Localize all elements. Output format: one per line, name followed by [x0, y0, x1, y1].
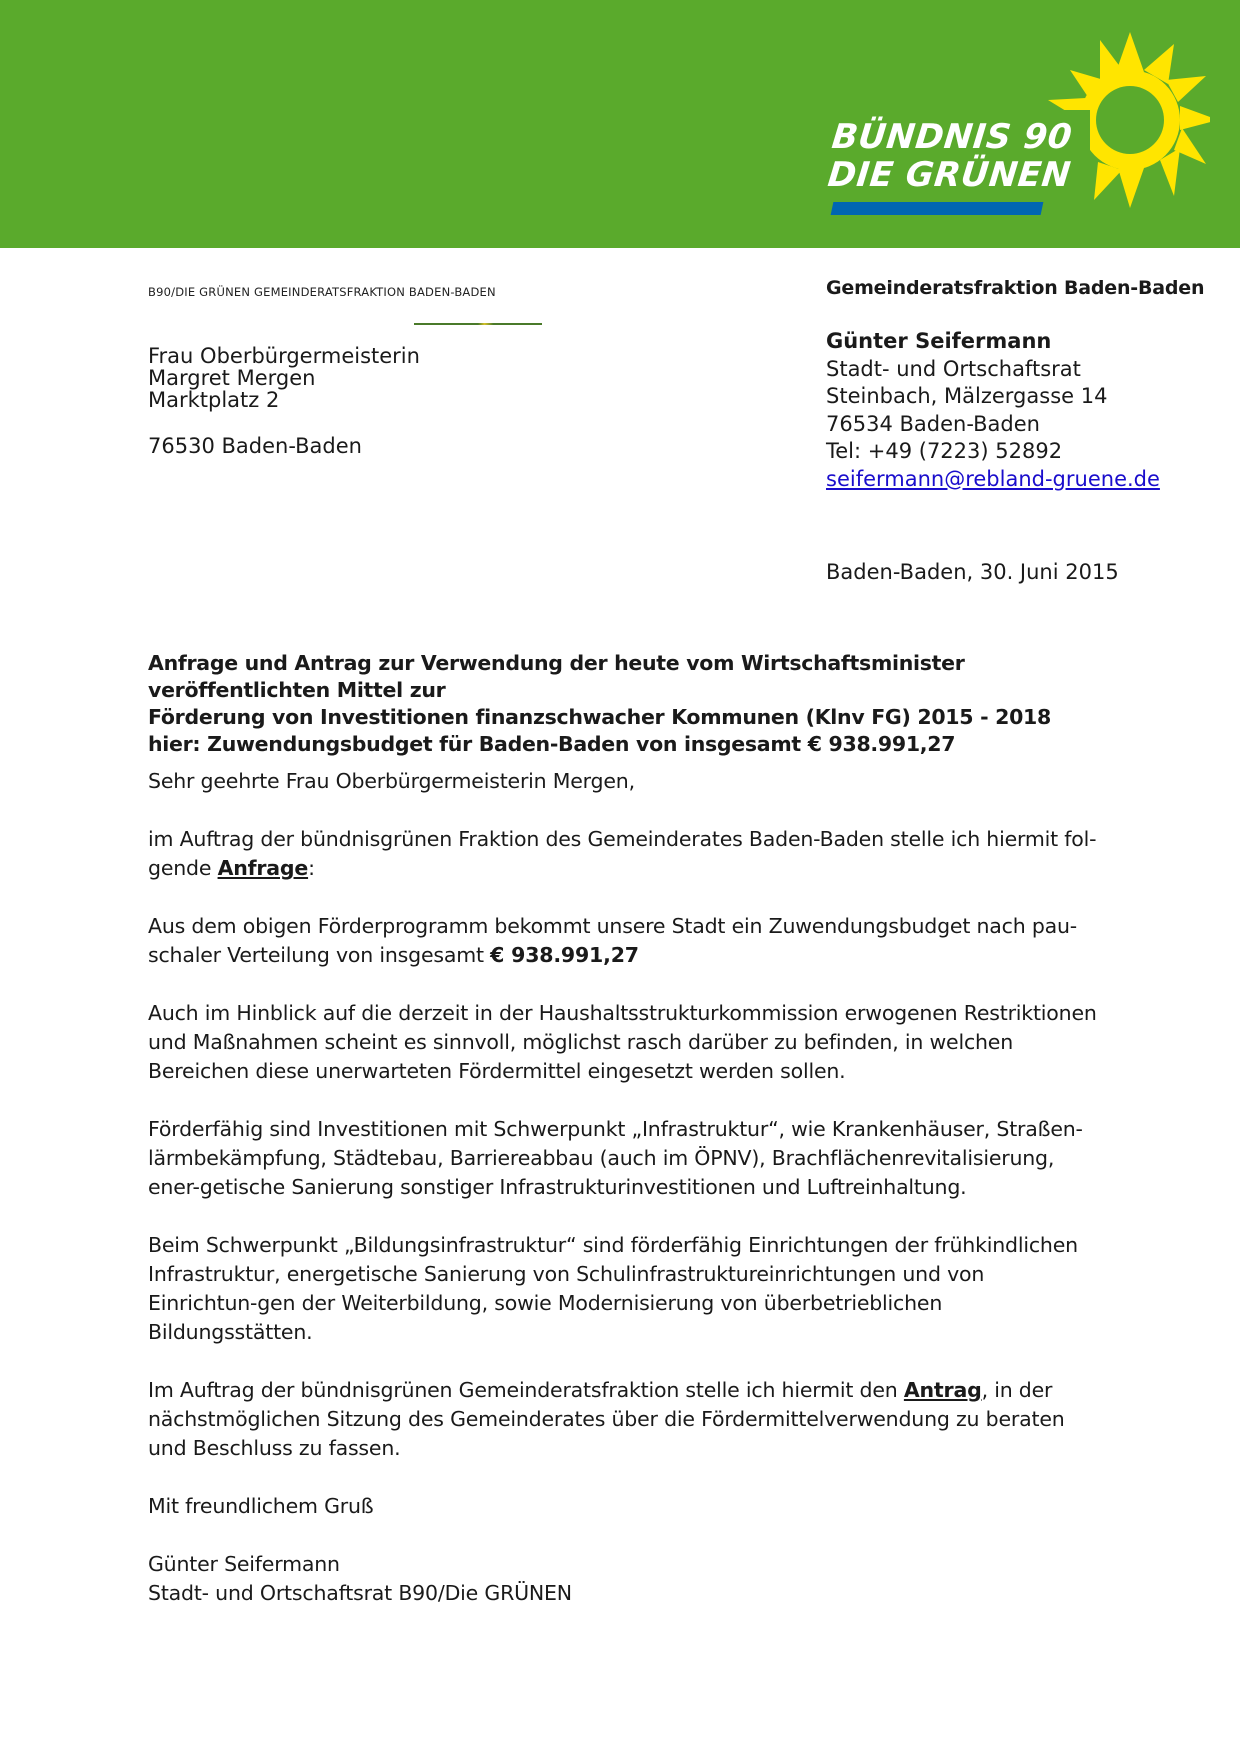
subject-line-1: Anfrage und Antrag zur Verwendung der heute vom Wirtschaftsminister veröffentlichten Mittel zur: [148, 651, 965, 702]
paragraph-text: , in der nächstmöglichen Sitzung des Gemeinderates über die Fördermittelverwendung zu beraten und Beschluss zu fassen.: [148, 1378, 1065, 1460]
paragraph-context: Auch im Hinblick auf die derzeit in der Haushaltsstrukturkommission erwogenen Restriktionen und Maßnahmen scheint es sinnvoll, möglichst rasch darüber zu befinden, in welchen Bereichen diese unerwarteten Fördermittel eingesetzt werden sollen.: [148, 1001, 1097, 1083]
logo-bar: [831, 202, 1044, 215]
contact-phone: Tel: +49 (7223) 52892: [826, 439, 1063, 463]
logo-line-1: BÜNDNIS 90: [829, 117, 1075, 157]
paragraph-text: Aus dem obigen Förderprogramm bekommt unsere Stadt ein Zuwendungsbudget nach pau-schaler Verteilung von insgesamt: [148, 914, 1078, 967]
paragraph-infrastructure: Förderfähig sind Investitionen mit Schwerpunkt „Infrastruktur“, wie Krankenhäuser, Straßen-lärmbekämpfung, Städtebau, Barriereabbau (auch im ÖPNV), Brachflächenrevitalisierung, ener-getische Sanierung sonstiger Infrastrukturinvestitionen und Luftreinhaltung.: [148, 1117, 1083, 1199]
recipient-address: [148, 345, 420, 457]
header-band: [0, 0, 1240, 248]
recipient-street: Marktplatz 2: [148, 388, 280, 412]
logo-line-2: DIE GRÜNEN: [825, 155, 1073, 195]
subject-line-2: Förderung von Investitionen finanzschwacher Kommunen (Klnv FG) 2015 - 2018: [148, 705, 1051, 729]
sender-line: B90/DIE GRÜNEN GEMEINDERATSFRAKTION BADEN-BADEN: [148, 285, 496, 299]
letter-body: [148, 767, 1098, 1608]
contact-street: Steinbach, Mälzergasse 14: [826, 384, 1108, 408]
logo-wordmark: [826, 118, 1077, 194]
letter-date: Baden-Baden, 30. Juni 2015: [826, 560, 1119, 584]
paragraph-budget: [148, 912, 1098, 970]
contact-name: Günter Seifermann: [826, 329, 1052, 353]
org-title: Gemeinderatsfraktion Baden-Baden: [826, 277, 1205, 299]
contact-email-link[interactable]: seifermann@rebland-gruene.de: [826, 466, 1160, 491]
party-logo: [825, 30, 1230, 230]
subject-heading: [148, 650, 1138, 758]
contact-role: Stadt- und Ortschaftsrat: [826, 356, 1081, 381]
paragraph-text: :: [308, 856, 315, 880]
recipient-name: Margret Mergen: [148, 366, 316, 390]
budget-amount: € 938.991,27: [490, 943, 639, 967]
signature-name: Günter Seifermann: [148, 1552, 340, 1576]
recipient-city: 76530 Baden-Baden: [148, 434, 362, 458]
contact-city: 76534 Baden-Baden: [826, 411, 1040, 436]
sender-contact: [826, 328, 1160, 493]
paragraph-text: im Auftrag der bündnisgrünen Fraktion des Gemeinderates Baden-Baden stelle ich hiermit fol-gende: [148, 827, 1097, 880]
paragraph-anfrage: [148, 825, 1098, 883]
anfrage-keyword: Anfrage: [217, 856, 309, 880]
signature-role: Stadt- und Ortschaftsrat B90/Die GRÜNEN: [148, 1581, 572, 1605]
paragraph-text: Im Auftrag der bündnisgrünen Gemeinderatsfraktion stelle ich hiermit den: [148, 1378, 904, 1402]
antrag-keyword: Antrag: [903, 1378, 982, 1402]
subject-line-3: hier: Zuwendungsbudget für Baden-Baden von insgesamt € 938.991,27: [148, 732, 956, 756]
closing: Mit freundlichem Gruß: [148, 1494, 374, 1518]
salutation: Sehr geehrte Frau Oberbürgermeisterin Mergen,: [148, 769, 635, 793]
paragraph-antrag: [148, 1376, 1098, 1463]
sender-divider: [414, 323, 542, 325]
org-block: [826, 277, 1204, 299]
paragraph-education: Beim Schwerpunkt „Bildungsinfrastruktur“ sind förderfähig Einrichtungen der frühkindlichen Infrastruktur, energetische Sanierung von Schulinfrastruktureinrichtungen und von Einrichtun-gen der Weiterbildung, sowie Modernisierung von überbetrieblichen Bildungsstätten.: [148, 1233, 1078, 1344]
recipient-title: Frau Oberbürgermeisterin: [148, 344, 420, 368]
